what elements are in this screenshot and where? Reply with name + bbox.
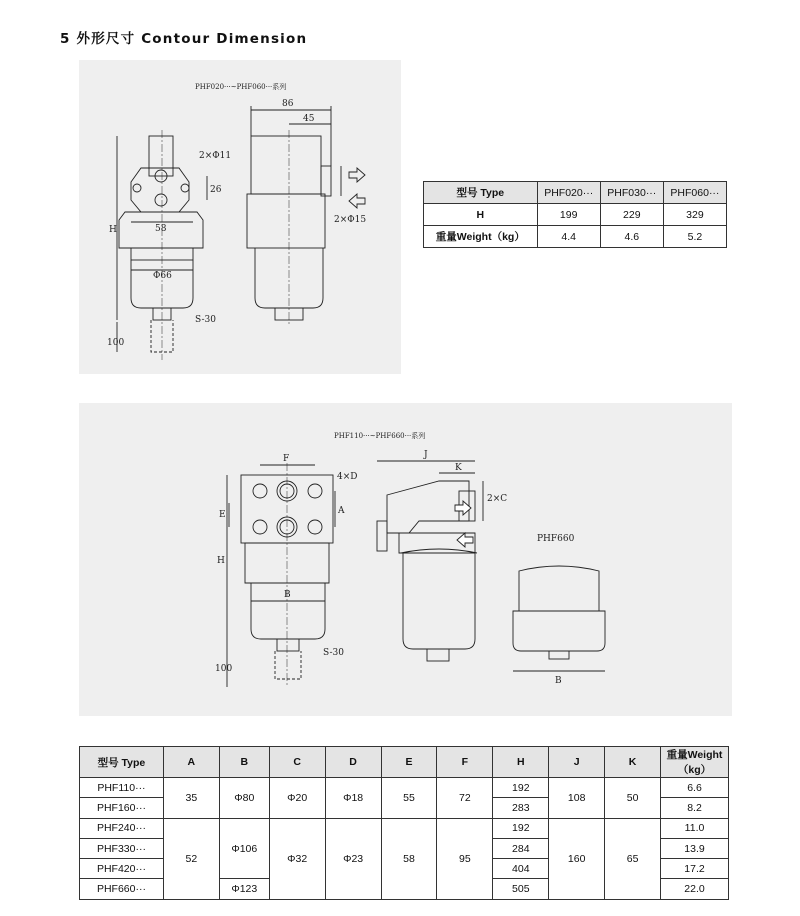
t1-header-phf030: PHF030···	[600, 182, 663, 204]
t2-header-weight: 重量Weight（kg）	[661, 747, 729, 778]
dim-100: 100	[215, 664, 233, 674]
dim-B: B	[284, 590, 291, 600]
t2-cell-h: 192	[493, 818, 549, 838]
t2-header-c: C	[269, 747, 325, 778]
drawing2-caption: PHF110···~PHF660···系列	[334, 432, 426, 440]
flange-hole-bottom	[155, 194, 167, 206]
dim-H: H	[217, 556, 225, 566]
flange-bolt-left	[133, 184, 141, 192]
phf660-bowl	[513, 611, 605, 651]
side-port	[321, 166, 331, 196]
drawing-phf020-060	[79, 60, 401, 374]
t2-header-b: B	[219, 747, 269, 778]
t1-cell: 4.4	[537, 226, 600, 248]
t2-cell-weight: 6.6	[661, 778, 729, 798]
dim-holes: 2×Φ11	[199, 151, 232, 161]
drawing-phf110-660	[79, 403, 732, 716]
t1-cell: 4.6	[600, 226, 663, 248]
inlet-flange	[131, 168, 189, 212]
t2-header-d: D	[325, 747, 381, 778]
t2-model: PHF420···	[80, 859, 164, 879]
t2-cell-weight: 22.0	[661, 879, 729, 899]
drain	[277, 639, 299, 651]
t2-header-e: E	[381, 747, 437, 778]
t2-cell-h: 192	[493, 778, 549, 798]
t2-cell-weight: 8.2	[661, 798, 729, 818]
bolt-hole-tr	[308, 484, 322, 498]
flow-arrow-in	[349, 168, 365, 182]
dim-S30: S-30	[323, 648, 344, 658]
t2-cell-e: 55	[381, 778, 437, 819]
t2-header-type: 型号 Type	[80, 747, 164, 778]
t2-model: PHF160···	[80, 798, 164, 818]
t2-cell-weight: 17.2	[661, 859, 729, 879]
phf660-head	[519, 566, 599, 611]
t2-cell-j: 160	[549, 818, 605, 899]
drawing1-svg	[79, 60, 401, 374]
dim-J: J	[424, 450, 428, 460]
t1-header-phf020: PHF020···	[537, 182, 600, 204]
t2-header-f: F	[437, 747, 493, 778]
t2-cell-f: 72	[437, 778, 493, 819]
t2-cell-d: Φ23	[325, 818, 381, 899]
t2-cell-h: 404	[493, 859, 549, 879]
t2-cell-k: 50	[605, 778, 661, 819]
dim-K: K	[455, 463, 462, 473]
t2-cell-k: 65	[605, 818, 661, 899]
side-head	[251, 136, 321, 194]
t2-header-h: H	[493, 747, 549, 778]
t2-cell-b: Φ106	[219, 818, 269, 879]
t1-header-phf060: PHF060···	[663, 182, 726, 204]
dim-dia66: Φ66	[153, 271, 172, 281]
bolt-hole-tl	[253, 484, 267, 498]
t2-header-j: J	[549, 747, 605, 778]
t1-row-weight-label: 重量Weight（kg）	[424, 226, 538, 248]
t1-header-type: 型号 Type	[424, 182, 538, 204]
spec-table-phf110-660	[79, 746, 729, 900]
label-phf660: PHF660	[537, 534, 575, 544]
drawing1-caption: PHF020···~PHF060···系列	[195, 83, 287, 91]
t2-cell-j: 108	[549, 778, 605, 819]
flange-bolt-right	[181, 184, 189, 192]
bolt-hole-bl	[253, 520, 267, 534]
dim-26: 26	[210, 185, 222, 195]
t2-cell-weight: 11.0	[661, 818, 729, 838]
t2-cell-c: Φ20	[269, 778, 325, 819]
t1-cell: 199	[537, 204, 600, 226]
t2-cell-a: 35	[163, 778, 219, 819]
t2-model: PHF110···	[80, 778, 164, 798]
t2-cell-b: Φ123	[219, 879, 269, 899]
t2-model: PHF240···	[80, 818, 164, 838]
t2-cell-h: 283	[493, 798, 549, 818]
dim-h: H	[109, 225, 117, 235]
t2-cell-b: Φ80	[219, 778, 269, 819]
t2-cell-c: Φ32	[269, 818, 325, 899]
dim-2xC: 2×C	[487, 494, 508, 504]
section-heading: 5 外形尺寸 Contour Dimension	[60, 31, 308, 47]
dim-A: A	[338, 506, 345, 516]
t2-header-k: K	[605, 747, 661, 778]
dim-B-phf660: B	[555, 676, 562, 686]
drawing2-svg	[79, 403, 732, 716]
t2-model: PHF330···	[80, 838, 164, 858]
dim-4xD: 4×D	[337, 472, 358, 482]
dim-45: 45	[303, 114, 315, 124]
t2-cell-weight: 13.9	[661, 838, 729, 858]
t2-cell-e: 58	[381, 818, 437, 899]
t2-cell-h: 505	[493, 879, 549, 899]
side-collar	[247, 194, 325, 248]
dim-86: 86	[282, 99, 294, 109]
t1-cell: 5.2	[663, 226, 726, 248]
dim-F: F	[283, 454, 290, 464]
t1-cell: 229	[600, 204, 663, 226]
flow-arrow-out	[349, 194, 365, 208]
dim-58: 58	[155, 224, 167, 234]
t1-cell: 329	[663, 204, 726, 226]
dim-port: 2×Φ15	[334, 215, 367, 225]
bolt-hole-br	[308, 520, 322, 534]
spec-table-phf020-060	[423, 181, 727, 248]
dim-s30: S-30	[195, 315, 216, 325]
t2-cell-d: Φ18	[325, 778, 381, 819]
t2-cell-a: 52	[163, 818, 219, 899]
t2-header-a: A	[163, 747, 219, 778]
dim-100: 100	[107, 338, 125, 348]
t2-model: PHF660···	[80, 879, 164, 899]
t2-cell-f: 95	[437, 818, 493, 899]
t1-row-h-label: H	[424, 204, 538, 226]
dim-E: E	[219, 510, 226, 520]
t2-cell-h: 284	[493, 838, 549, 858]
side-bowl	[403, 553, 475, 649]
